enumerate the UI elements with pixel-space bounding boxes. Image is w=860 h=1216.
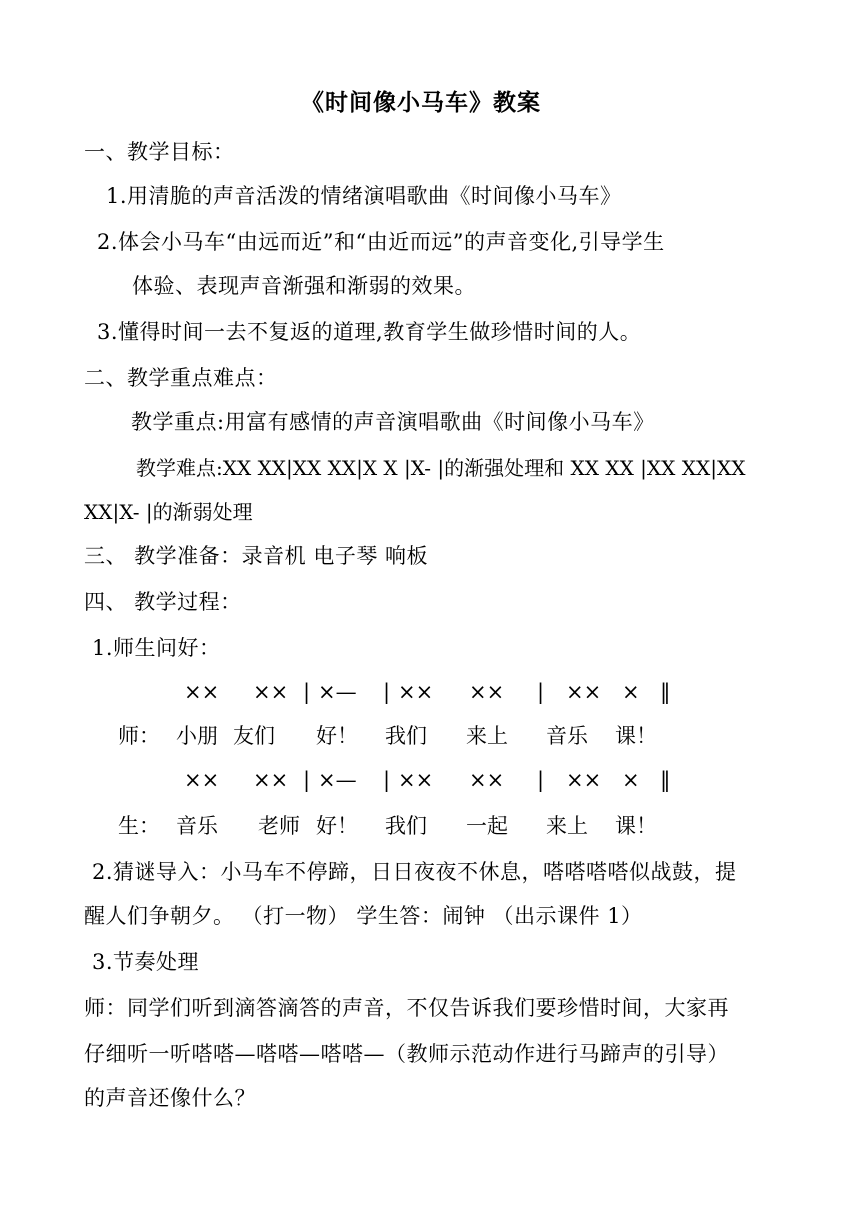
step-1: 1.师生问好： (92, 636, 221, 660)
section-2-heading: 二、教学重点难点： (84, 366, 278, 390)
lyric-word: 音乐 (546, 724, 588, 748)
lyric-word: 音乐 (176, 814, 218, 838)
bar-line: | (383, 768, 391, 792)
paragraph-line-1: 师：同学们听到滴答滴答的声音，不仅告诉我们要珍惜时间，大家再 (84, 996, 729, 1020)
final-bar-line: ‖ (660, 768, 671, 792)
lyric-word: 课！ (615, 814, 657, 838)
rhythm-note: ×× (398, 680, 434, 704)
lyric-word: 课！ (615, 724, 657, 748)
lyric-word: 我们 (385, 814, 427, 838)
rhythm-note: ×× (566, 680, 602, 704)
bar-line: | (537, 680, 545, 704)
section-3-heading: 三、 教学准备：录音机 电子琴 响板 (84, 544, 429, 568)
lyric-word: 一起 (466, 814, 508, 838)
rhythm-note: ×× (253, 768, 289, 792)
paragraph-line-2: 仔细听一听嗒嗒—嗒嗒—嗒嗒—（教师示范动作进行马蹄声的引导） (84, 1042, 729, 1066)
lyric-word: 友们 (233, 724, 275, 748)
section-4-heading: 四、 教学过程： (84, 590, 242, 614)
step-2-continued: 醒人们争朝夕。 （打一物） 学生答：闹钟 （出示课件 1） (84, 904, 643, 928)
speaker-label: 生： (118, 814, 160, 838)
rhythm-note: ×— (318, 768, 357, 792)
difficult-point-continued: XX|X- |的渐弱处理 (84, 500, 253, 524)
final-bar-line: ‖ (660, 680, 671, 704)
section-1-heading: 一、教学目标： (84, 140, 235, 164)
bar-line: | (537, 768, 545, 792)
rhythm-note: ×× (184, 768, 220, 792)
rhythm-note: ×× (398, 768, 434, 792)
lyric-row-student (0, 812, 860, 840)
rhythm-note: ×× (253, 680, 289, 704)
key-point: 教学重点:用富有感情的声音演唱歌曲《时间像小马车》 (131, 410, 655, 434)
step-2: 2.猜谜导入：小马车不停蹄，日日夜夜不休息，嗒嗒嗒嗒似战鼓，提 (92, 860, 737, 884)
document-title: 《时间像小马车》教案 (301, 90, 541, 116)
lyric-word: 好！ (316, 814, 358, 838)
lyric-word: 小朋 (176, 724, 218, 748)
rhythm-note: ×× (469, 680, 505, 704)
rhythm-note: ×× (184, 680, 220, 704)
rhythm-row-2 (0, 766, 860, 794)
rhythm-note: × (622, 768, 640, 792)
bar-line: | (303, 768, 311, 792)
difficult-point: 教学难点:XX XX|XX XX|X X |X- |的渐强处理和 XX XX |XX XX|XX (136, 456, 746, 480)
objective-3: 3.懂得时间一去不复返的道理,教育学生做珍惜时间的人。 (97, 320, 642, 344)
speaker-label: 师： (118, 724, 160, 748)
lyric-word: 老师 (258, 814, 300, 838)
lyric-word: 来上 (466, 724, 508, 748)
rhythm-note: ×× (469, 768, 505, 792)
step-3: 3.节奏处理 (92, 950, 200, 974)
bar-line: | (383, 680, 391, 704)
objective-2: 2.体会小马车“由远而近”和“由近而远”的声音变化,引导学生 (97, 230, 665, 254)
lyric-row-teacher (0, 722, 860, 750)
rhythm-row-1 (0, 678, 860, 706)
objective-1: 1.用清脆的声音活泼的情绪演唱歌曲《时间像小马车》 (106, 184, 622, 208)
rhythm-note: ×— (318, 680, 357, 704)
objective-2-continued: 体验、表现声音渐强和渐弱的效果。 (132, 274, 476, 298)
rhythm-note: ×× (566, 768, 602, 792)
paragraph-line-3: 的声音还像什么？ (84, 1086, 256, 1110)
lyric-word: 来上 (546, 814, 588, 838)
lyric-word: 我们 (385, 724, 427, 748)
lyric-word: 好！ (316, 724, 358, 748)
rhythm-note: × (622, 680, 640, 704)
bar-line: | (303, 680, 311, 704)
